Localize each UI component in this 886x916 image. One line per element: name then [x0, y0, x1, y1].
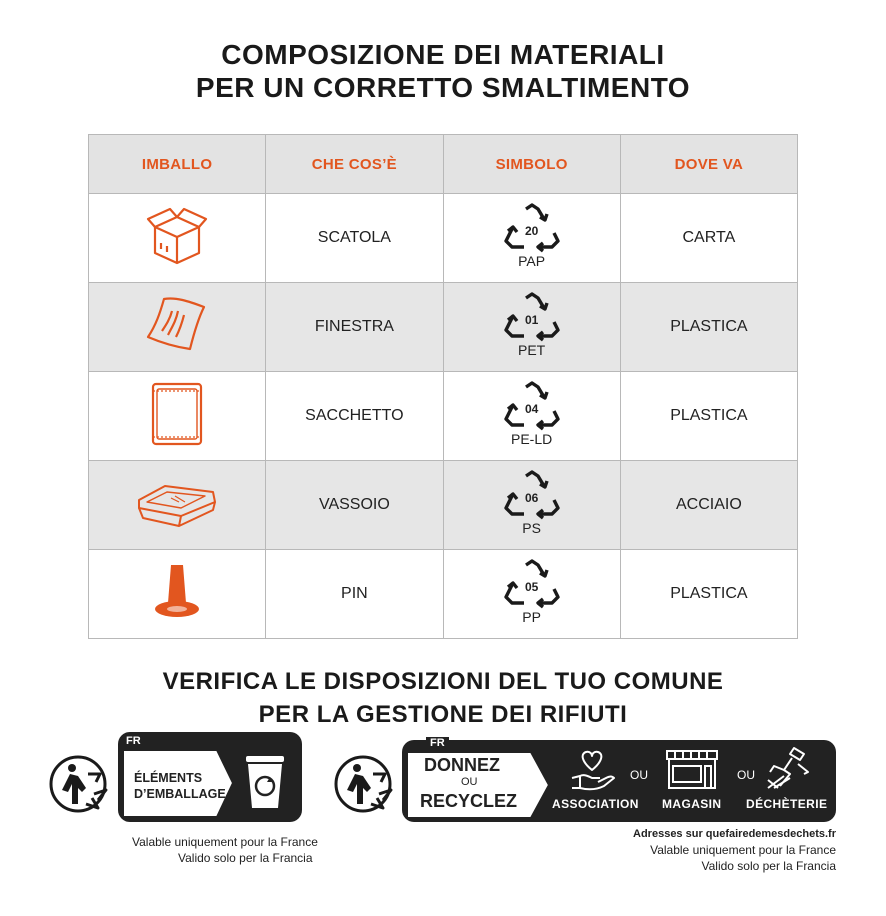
symbol-cell: [443, 372, 620, 461]
material-abbr: PET: [518, 342, 546, 358]
recycling-bin-icon: [240, 752, 290, 812]
resin-code: 04: [524, 402, 539, 416]
material-abbr: PS: [522, 520, 541, 536]
emballage-line-1: ÉLÉMENTS: [134, 771, 203, 785]
ou-separator: OU: [737, 768, 755, 782]
symbol-cell: [443, 283, 620, 372]
header-symbol: SIMBOLO: [443, 135, 620, 194]
subtitle-line-2: PER LA GESTIONE DEI RIFIUTI: [258, 701, 628, 728]
destination-cell: PLASTICA: [620, 550, 797, 639]
title-line-1: COMPOSIZIONE DEI MATERIALI: [221, 39, 665, 70]
donnez-line-1: DONNEZ: [424, 755, 500, 775]
packaging-cell: [89, 283, 266, 372]
table-row: [89, 372, 798, 461]
left-note-2: Valido solo per la Francia: [178, 851, 313, 865]
right-note-2: Valido solo per la Francia: [701, 859, 836, 873]
packaging-cell: [89, 372, 266, 461]
option-magasin: MAGASIN: [662, 797, 722, 811]
material-abbr: PAP: [518, 253, 546, 269]
destination-cell: ACCIAIO: [620, 461, 797, 550]
table-row: [89, 194, 798, 283]
left-note-1: Valable uniquement pour la France: [132, 835, 318, 849]
option-dechetterie: DÉCHÈTERIE: [746, 797, 828, 811]
subtitle: [0, 665, 886, 731]
table-row: [89, 461, 798, 550]
bag-icon: [149, 381, 205, 447]
subtitle-line-1: VERIFICA LE DISPOSIZIONI DEL TUO COMUNE: [162, 668, 724, 695]
item-cell: PIN: [266, 550, 443, 639]
triman-icon: [48, 754, 112, 814]
shop-icon: [664, 748, 720, 790]
table-row: [89, 550, 798, 639]
resin-code: 05: [524, 580, 539, 594]
materials-table: [88, 134, 798, 639]
option-association: ASSOCIATION: [552, 797, 639, 811]
emballage-line-2: D’EMBALLAGE: [134, 787, 226, 801]
resin-code: 01: [524, 313, 539, 327]
fr-tag: FR: [426, 737, 449, 749]
item-cell: FINESTRA: [266, 283, 443, 372]
item-cell: SACCHETTO: [266, 372, 443, 461]
window-film-icon: [142, 293, 212, 357]
material-abbr: PP: [522, 609, 541, 625]
packaging-cell: [89, 550, 266, 639]
material-abbr: PE-LD: [511, 431, 553, 447]
ou-separator: OU: [630, 768, 648, 782]
resin-code: 20: [524, 224, 539, 238]
box-icon: [145, 205, 209, 267]
symbol-cell: [443, 194, 620, 283]
right-note-0: Adresses sur quefairedemesdechets.fr: [633, 828, 836, 840]
item-cell: VASSOIO: [266, 461, 443, 550]
destination-cell: PLASTICA: [620, 372, 797, 461]
triman-icon: [333, 754, 397, 814]
symbol-cell: [443, 461, 620, 550]
dechetterie-icon: [764, 744, 812, 792]
resin-code: 06: [524, 491, 539, 505]
packaging-cell: [89, 194, 266, 283]
destination-cell: PLASTICA: [620, 283, 797, 372]
table-row: [89, 283, 798, 372]
pin-icon: [152, 561, 202, 623]
tray-icon: [135, 478, 219, 528]
association-hand-heart-icon: [570, 748, 616, 792]
donnez-ou: OU: [461, 776, 478, 788]
right-note-1: Valable uniquement pour la France: [650, 843, 836, 857]
destination-cell: CARTA: [620, 194, 797, 283]
title-line-2: PER UN CORRETTO SMALTIMENTO: [195, 72, 691, 103]
item-cell: SCATOLA: [266, 194, 443, 283]
packaging-cell: [89, 461, 266, 550]
header-packaging: IMBALLO: [89, 135, 266, 194]
header-destination: DOVE VA: [620, 135, 797, 194]
donnez-line-3: RECYCLEZ: [420, 791, 518, 811]
header-what: CHE COS’È: [266, 135, 443, 194]
table-header-row: [89, 135, 798, 194]
symbol-cell: [443, 550, 620, 639]
fr-tag: FR: [126, 735, 141, 747]
page-title: [0, 38, 886, 104]
